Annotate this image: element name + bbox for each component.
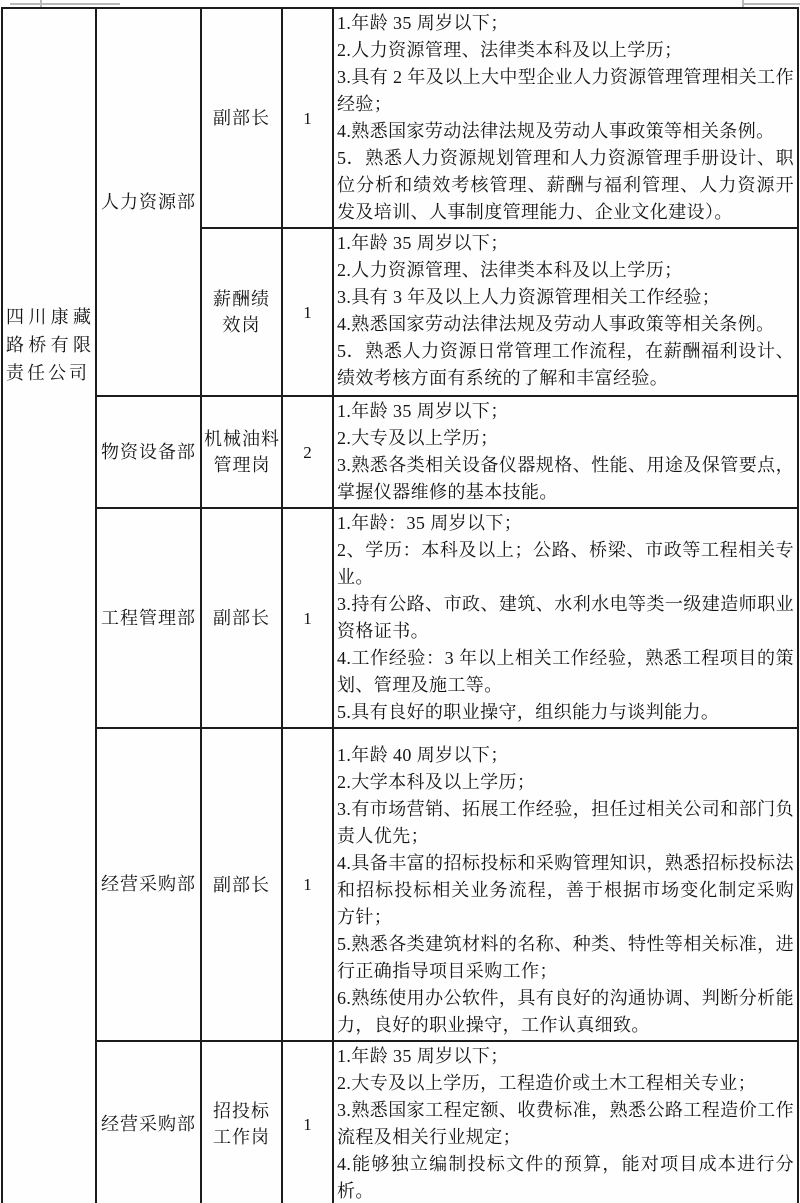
requirements-list <box>337 1043 794 1203</box>
requirement-item: 2.大专及以上学历； <box>337 428 499 448</box>
requirement-item: 2.人力资源管理、法律类本科及以上学历； <box>337 260 683 280</box>
requirements-cell <box>333 8 798 228</box>
requirement-item: 3.具有 2 年及以上大中型企业人力资源管理管理相关工作经验； <box>337 67 794 114</box>
headcount-cell <box>282 8 333 228</box>
position-cell <box>201 728 282 1041</box>
scan-artifact-line <box>10 3 120 5</box>
headcount-value: 1 <box>303 1114 312 1134</box>
requirements-cell <box>333 396 798 508</box>
scan-artifact-line <box>742 3 800 5</box>
requirement-item: 4.具备丰富的招标投标和采购管理知识，熟悉招标投标法和招标投标相关业务流程，善于根据市场变化制定采购方针； <box>337 853 794 927</box>
requirement-item: 4.能够独立编制投标文件的预算，能对项目成本进行分析。 <box>337 1154 794 1201</box>
headcount-value: 1 <box>303 108 312 128</box>
recruitment-table <box>1 7 799 1203</box>
position-name: 机械油料管理岗 <box>204 429 280 475</box>
department-cell <box>96 396 201 508</box>
position-cell <box>201 396 282 508</box>
requirement-item: 2.人力资源管理、法律类本科及以上学历； <box>337 40 683 60</box>
position-name: 副部长 <box>213 108 270 128</box>
requirement-item: 4.工作经验：3 年以上相关工作经验，熟悉工程项目的策划、管理及施工等。 <box>337 648 794 695</box>
headcount-value: 1 <box>303 608 312 628</box>
department-name: 物资设备部 <box>101 441 196 462</box>
table-row <box>2 396 798 508</box>
requirements-list <box>337 230 794 392</box>
requirements-cell <box>333 228 798 396</box>
requirements-list <box>337 10 794 226</box>
company-name: 四川康藏路桥有限责任公司 <box>6 307 94 383</box>
department-cell <box>96 508 201 728</box>
requirement-item: 2、学历：本科及以上；公路、桥梁、市政等工程相关专业。 <box>337 540 794 587</box>
requirement-item: 1.年龄 35 周岁以下； <box>337 401 509 421</box>
table-row <box>2 728 798 1041</box>
requirement-item: 3.持有公路、市政、建筑、水利水电等类一级建造师职业资格证书。 <box>337 594 794 641</box>
department-cell <box>96 8 201 396</box>
requirements-list <box>337 742 794 1039</box>
requirement-item: 3.熟悉各类相关设备仪器规格、性能、用途及保管要点，掌握仪器维修的基本技能。 <box>337 455 794 502</box>
company-cell <box>2 8 96 1203</box>
requirement-item: 3.具有 3 年及以上人力资源管理相关工作经验； <box>337 287 721 307</box>
requirement-item: 1.年龄 35 周岁以下； <box>337 233 509 253</box>
department-cell <box>96 1041 201 1203</box>
requirements-cell <box>333 728 798 1041</box>
position-name: 副部长 <box>213 608 270 628</box>
requirement-item: 1.年龄 35 周岁以下； <box>337 1046 509 1066</box>
headcount-cell <box>282 396 333 508</box>
table-row <box>2 508 798 728</box>
position-cell <box>201 228 282 396</box>
requirements-cell <box>333 508 798 728</box>
requirement-item: 3.熟悉国家工程定额、收费标准，熟悉公路工程造价工作流程及相关行业规定； <box>337 1100 794 1147</box>
requirement-item: 1.年龄 40 周岁以下； <box>337 745 509 765</box>
requirement-item: 4.熟悉国家劳动法律法规及劳动人事政策等相关条例。 <box>337 314 775 334</box>
table-row <box>2 8 798 228</box>
headcount-value: 1 <box>303 302 312 322</box>
requirement-item: 1.年龄：35 周岁以下； <box>337 513 523 533</box>
department-name: 经营采购部 <box>101 874 196 894</box>
department-name: 人力资源部 <box>101 191 196 212</box>
requirement-item: 2.大专及以上学历，工程造价或土木工程相关专业； <box>337 1073 757 1093</box>
headcount-cell <box>282 728 333 1041</box>
requirement-item: 5．熟悉人力资源规划管理和人力资源管理手册设计、职位分析和绩效考核管理、薪酬与福利管理、人力资源开发及培训、人事制度管理能力、企业文化建设）。 <box>337 148 794 222</box>
headcount-cell <box>282 228 333 396</box>
table-row <box>2 1041 798 1203</box>
position-name: 招投标工作岗 <box>213 1101 270 1147</box>
requirements-cell <box>333 1041 798 1203</box>
department-name: 经营采购部 <box>101 1113 196 1134</box>
headcount-cell <box>282 508 333 728</box>
position-cell <box>201 1041 282 1203</box>
requirement-item: 6.熟练使用办公软件，具有良好的沟通协调、判断分析能力，良好的职业操守，工作认真细致。 <box>337 988 794 1035</box>
requirement-item: 3.有市场营销、拓展工作经验，担任过相关公司和部门负责人优先； <box>337 799 794 846</box>
requirements-list <box>337 398 794 506</box>
headcount-value: 1 <box>303 875 312 894</box>
headcount-value: 2 <box>303 442 312 462</box>
requirement-item: 2.大学本科及以上学历； <box>337 772 536 792</box>
requirements-list <box>337 510 794 726</box>
requirement-item: 5.熟悉各类建筑材料的名称、种类、特性等相关标准，进行正确指导项目采购工作； <box>337 934 794 981</box>
requirement-item: 5．熟悉人力资源日常管理工作流程，在薪酬福利设计、绩效考核方面有系统的了解和丰富经验。 <box>337 341 794 388</box>
position-cell <box>201 508 282 728</box>
position-cell <box>201 8 282 228</box>
requirement-item: 4.熟悉国家劳动法律法规及劳动人事政策等相关条例。 <box>337 121 775 141</box>
requirement-item: 1.年龄 35 周岁以下； <box>337 13 509 33</box>
position-name: 薪酬绩效岗 <box>213 289 270 335</box>
requirement-item: 5.具有良好的职业操守，组织能力与谈判能力。 <box>337 702 720 722</box>
position-name: 副部长 <box>213 874 270 895</box>
department-cell <box>96 728 201 1041</box>
department-name: 工程管理部 <box>101 607 196 628</box>
headcount-cell <box>282 1041 333 1203</box>
